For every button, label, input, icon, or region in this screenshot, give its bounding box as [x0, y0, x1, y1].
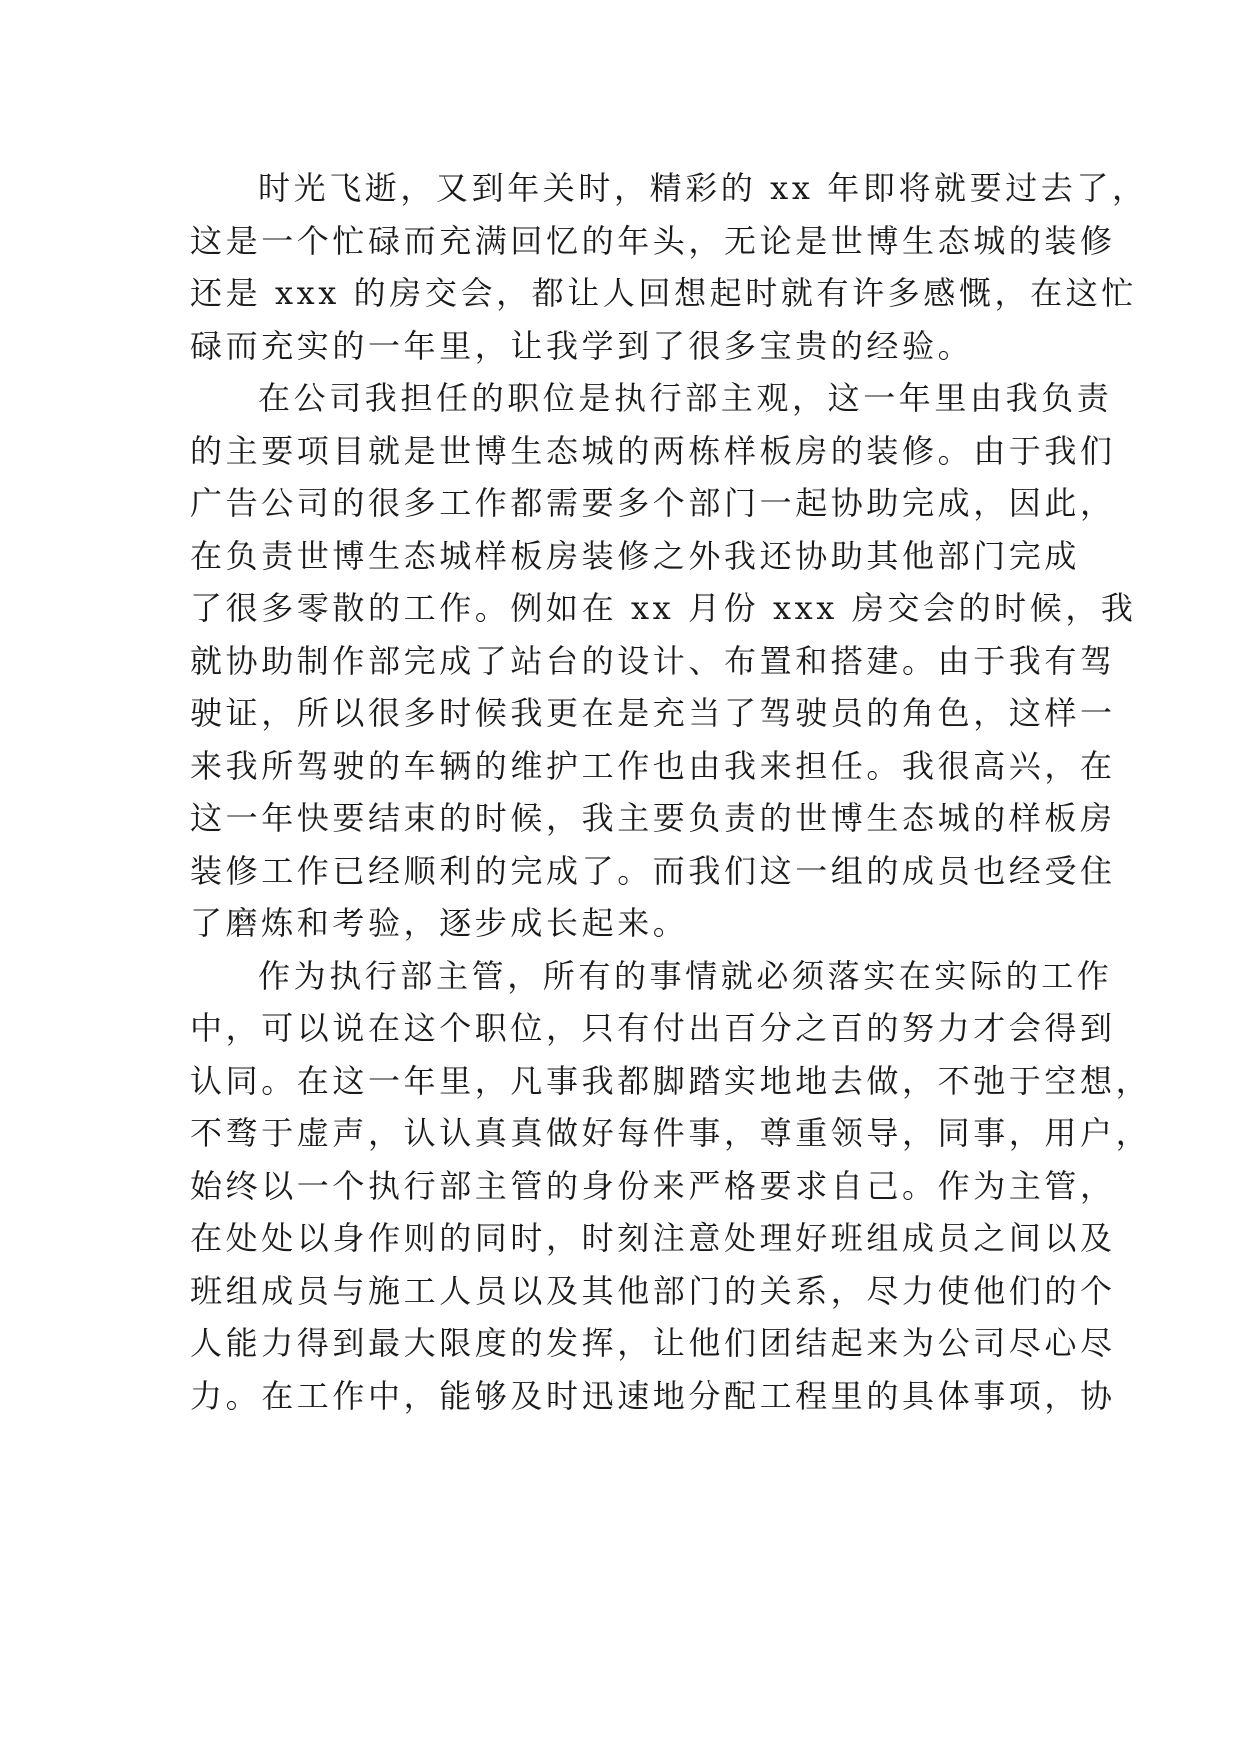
text-line: 这一年快要结束的时候，我主要负责的世博生态城的样板房: [190, 799, 1116, 837]
text-line: 在处处以身作则的同时，时刻注意处理好班组成员之间以及: [190, 1219, 1116, 1257]
document-body: [190, 162, 1152, 1422]
text-line: 作为执行部主管，所有的事情就必须落实在实际的工作: [258, 956, 1113, 995]
text-line: 的主要项目就是世博生态城的两栋样板房的装修。由于我们: [190, 431, 1116, 470]
text-line: 力。在工作中，能够及时迅速地分配工程里的具体事项，协: [190, 1376, 1116, 1415]
text-line: 广告公司的很多工作都需要多个部门一起协助完成，因此，: [190, 484, 1116, 522]
text-line: 人能力得到最大限度的发挥，让他们团结起来为公司尽心尽: [190, 1324, 1116, 1362]
text-line: 还是 xxx 的房交会，都让人回想起时就有许多感慨，在这忙: [190, 274, 1137, 312]
text-line: 在公司我担任的职位是执行部主观，这一年里由我负责: [258, 379, 1113, 417]
text-line: 了很多零散的工作。例如在 xx 月份 xxx 房交会的时候，我: [190, 589, 1137, 627]
text-line: 就协助制作部完成了站台的设计、布置和搭建。由于我有驾: [190, 641, 1116, 680]
text-line: 这是一个忙碌而充满回忆的年头，无论是世博生态城的装修: [190, 221, 1116, 260]
text-line: 班组成员与施工人员以及其他部门的关系，尽力使他们的个: [190, 1271, 1116, 1310]
paragraph: [190, 950, 1152, 1423]
text-line: 认同。在这一年里，凡事我都脚踏实地地去做，不弛于空想，: [190, 1061, 1152, 1100]
paragraph: [190, 372, 1137, 950]
text-line: 在负责世博生态城样板房装修之外我还协助其他部门完成: [190, 536, 1081, 575]
text-line: 不骛于虚声，认认真真做好每件事，尊重领导，同事，用户，: [190, 1114, 1152, 1152]
text-line: 中，可以说在这个职位，只有付出百分之百的努力才会得到: [190, 1009, 1116, 1047]
text-line: 时光飞逝，又到年关时，精彩的 xx 年即将就要过去了，: [258, 169, 1148, 207]
text-line: 始终以一个执行部主管的身份来严格要求自己。作为主管，: [190, 1166, 1116, 1205]
text-line: 来我所驾驶的车辆的维护工作也由我来担任。我很高兴，在: [190, 746, 1116, 785]
text-line: 了磨炼和考验，逐步成长起来。: [190, 904, 689, 942]
paragraph: [190, 162, 1148, 372]
text-line: 装修工作已经顺利的完成了。而我们这一组的成员也经受住: [190, 851, 1116, 890]
text-line: 驶证，所以很多时候我更在是充当了驾驶员的角色，这样一: [190, 694, 1116, 732]
text-line: 碌而充实的一年里，让我学到了很多宝贵的经验。: [190, 326, 974, 365]
